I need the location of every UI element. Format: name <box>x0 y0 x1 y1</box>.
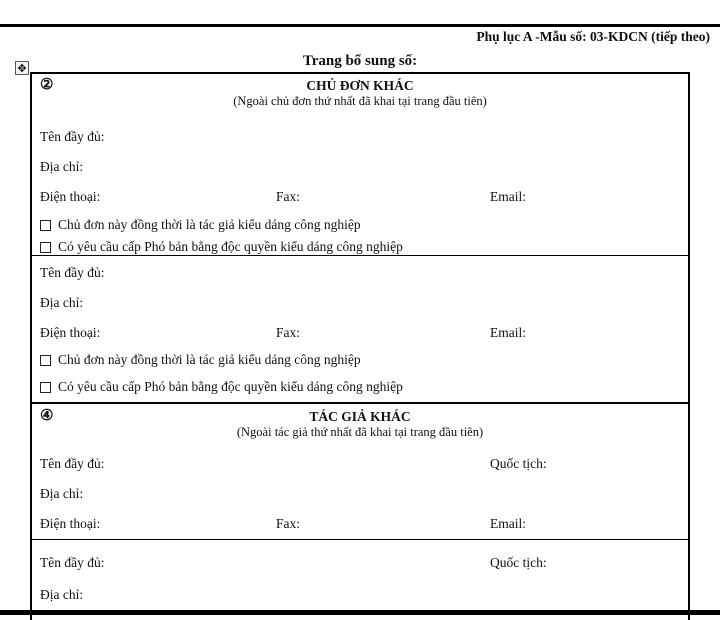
full-name-label: Tên đầy đủ: <box>40 555 105 570</box>
checkbox-row-applicant-is-author <box>40 352 361 368</box>
address-label: Địa chỉ: <box>40 159 84 174</box>
section-header-other-authors <box>32 409 688 440</box>
checkbox-label: Chủ đơn này đồng thời là tác giả kiểu dáng công nghiệp <box>58 217 361 232</box>
top-rule <box>0 24 720 27</box>
section-number-2: ② <box>40 77 54 93</box>
checkbox-label: Có yêu cầu cấp Phó bản bằng độc quyền kiểu dáng công nghiệp <box>58 239 403 254</box>
address-label: Địa chỉ: <box>40 295 84 310</box>
full-name-label: Tên đầy đủ: <box>40 265 105 280</box>
checkbox-label: Chủ đơn này đồng thời là tác giả kiểu dáng công nghiệp <box>58 352 361 367</box>
full-name-label: Tên đầy đủ: <box>40 456 105 471</box>
row-divider <box>32 539 688 540</box>
row-divider <box>32 255 688 256</box>
section-subtitle: (Ngoài chủ đơn thứ nhất đã khai tại trang đầu tiên) <box>233 94 487 108</box>
section-divider <box>32 402 688 404</box>
phone-label: Điện thoại: <box>40 189 101 204</box>
checkbox-label: Có yêu cầu cấp Phó bản bằng độc quyền kiểu dáng công nghiệp <box>58 379 403 394</box>
phone-label: Điện thoại: <box>40 325 101 340</box>
email-label: Email: <box>490 516 526 531</box>
checkbox-row-request-duplicate <box>40 379 403 395</box>
checkbox-row-request-duplicate <box>40 239 403 255</box>
section-number-4: ④ <box>40 408 54 424</box>
full-name-label: Tên đầy đủ: <box>40 129 105 144</box>
page-cut-bar <box>0 610 720 615</box>
section-header-other-applicants <box>32 78 688 109</box>
phone-label: Điện thoại: <box>40 516 101 531</box>
fax-label: Fax: <box>276 516 301 531</box>
fax-label: Fax: <box>276 189 301 204</box>
table-move-handle-icon[interactable]: ✥ <box>15 61 29 75</box>
email-label: Email: <box>490 325 526 340</box>
supplement-form-table <box>30 72 690 620</box>
checkbox-applicant-is-author[interactable] <box>40 220 51 231</box>
checkbox-applicant-is-author[interactable] <box>40 355 51 366</box>
address-label: Địa chỉ: <box>40 486 84 501</box>
page-title: Trang bổ sung số: <box>302 53 418 69</box>
email-label: Email: <box>490 189 526 204</box>
checkbox-row-applicant-is-author <box>40 217 361 233</box>
checkbox-request-duplicate[interactable] <box>40 382 51 393</box>
nationality-label: Quốc tịch: <box>490 555 547 570</box>
checkbox-request-duplicate[interactable] <box>40 242 51 253</box>
section-subtitle: (Ngoài tác giả thứ nhất đã khai tại trang đầu tiên) <box>236 425 484 439</box>
address-label: Địa chỉ: <box>40 587 84 602</box>
fax-label: Fax: <box>276 325 301 340</box>
nationality-label: Quốc tịch: <box>490 456 547 471</box>
appendix-form-number: Phụ lục A -Mẫu số: 03-KDCN (tiếp theo) <box>476 29 710 44</box>
section-title: TÁC GIẢ KHÁC <box>309 409 411 424</box>
section-title: CHỦ ĐƠN KHÁC <box>306 78 414 93</box>
